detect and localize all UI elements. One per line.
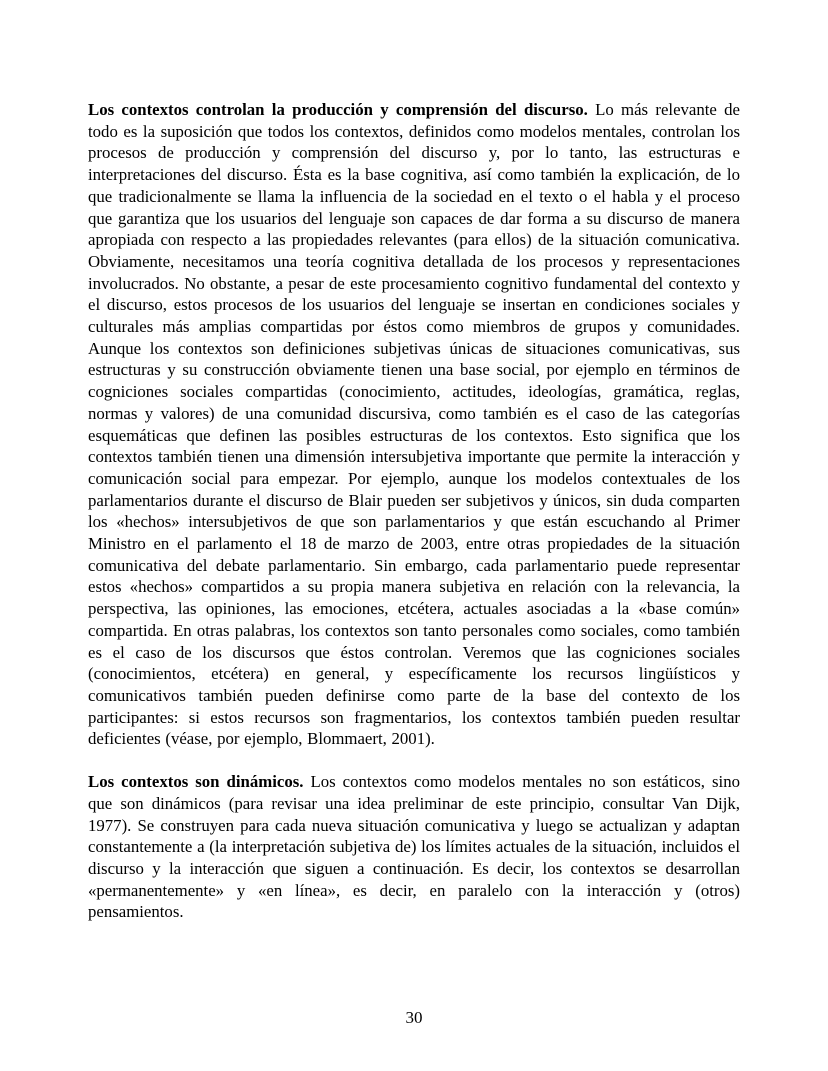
- paragraph-lead-contexts-dynamic: Los contextos son dinámicos.: [88, 772, 304, 792]
- paragraph-body-contexts-control: Lo más relevante de todo es la suposición que todos los contextos, definidos como modelos mentales, controlan los procesos de producción y comprensión del discurso y, por lo tanto, las estructuras e interpretaciones del discurso. Ésta es la base cognitiva, así como también la explicación, de lo que tradicionalmente se llama la influencia de la sociedad en el texto o el habla y el proceso que garantiza que los usuarios del lenguaje son capaces de dar forma a su discurso de manera apropiada con respecto a las propiedades relevantes (para ellos) de la situación comunicativa. Obviamente, necesitamos una teoría cognitiva detallada de los procesos y representaciones involucrados. No obstante, a pesar de este procesamiento cognitivo fundamental del contexto y el discurso, estos procesos de los usuarios del lenguaje se insertan en condiciones sociales y culturales más amplias compartidas por éstos como miembros de grupos y comunidades. Aunque los contextos son definiciones subjetivas únicas de situaciones comunicativas, sus estructuras y su construcción obviamente tienen una base social, por ejemplo en términos de cogniciones sociales compartidas (conocimiento, actitudes, ideologías, gramática, reglas, normas y valores) de una comunidad discursiva, como también es el caso de las categorías esquemáticas que definen las posibles estructuras de los contextos. Esto significa que los contextos también tienen una dimensión intersubjetiva importante que permite la interacción y comunicación social para empezar. Por ejemplo, aunque los modelos contextuales de los parlamentarios durante el discurso de Blair pueden ser subjetivos y únicos, sin duda comparten los «hechos» intersubjetivos de que son parlamentarios y que están escuchando al Primer Ministro en el parlamento el 18 de marzo de 2003, entre otras propiedades de la situación comunicativa del debate parlamentario. Sin embargo, cada parlamentario puede representar estos «hechos» compartidos a su propia manera subjetiva en relación con la relevancia, la perspectiva, las opiniones, las emociones, etcétera, actuales asociadas a la «base común» compartida. En otras palabras, los contextos son tanto personales como sociales, como también es el caso de los discursos que éstos controlan. Veremos que las cogniciones sociales (conocimientos, etcétera) en general, y específicamente los recursos lingüísticos y comunicativos también pueden definirse como parte de la base del contexto de los participantes: si estos recursos son fragmentarios, los contextos también pueden resultar deficientes (véase, por ejemplo, Blommaert, 2001).: [88, 100, 740, 749]
- paragraph-contexts-control: [88, 99, 740, 750]
- page-content: [88, 99, 740, 944]
- paragraph-lead-contexts-control: Los contextos controlan la producción y comprensión del discurso.: [88, 100, 588, 119]
- paragraph-body-contexts-dynamic: Los contextos como modelos mentales no son estáticos, sino que son dinámicos (para revisar una idea preliminar de este principio, consultar Van Dijk, 1977). Se construyen para cada nueva situación comunicativa y luego se actualizan y adaptan constantemente a (la interpretación subjetiva de) los límites actuales de la situación, incluidos el discurso y la interacción que siguen a continuación. Es decir, los contextos se desarrollan «permanentemente» y «en línea», es decir, en paralelo con la interacción y (otros) pensamientos.: [88, 772, 740, 922]
- page-number: 30: [405, 1008, 423, 1027]
- paragraph-contexts-dynamic: [88, 771, 740, 923]
